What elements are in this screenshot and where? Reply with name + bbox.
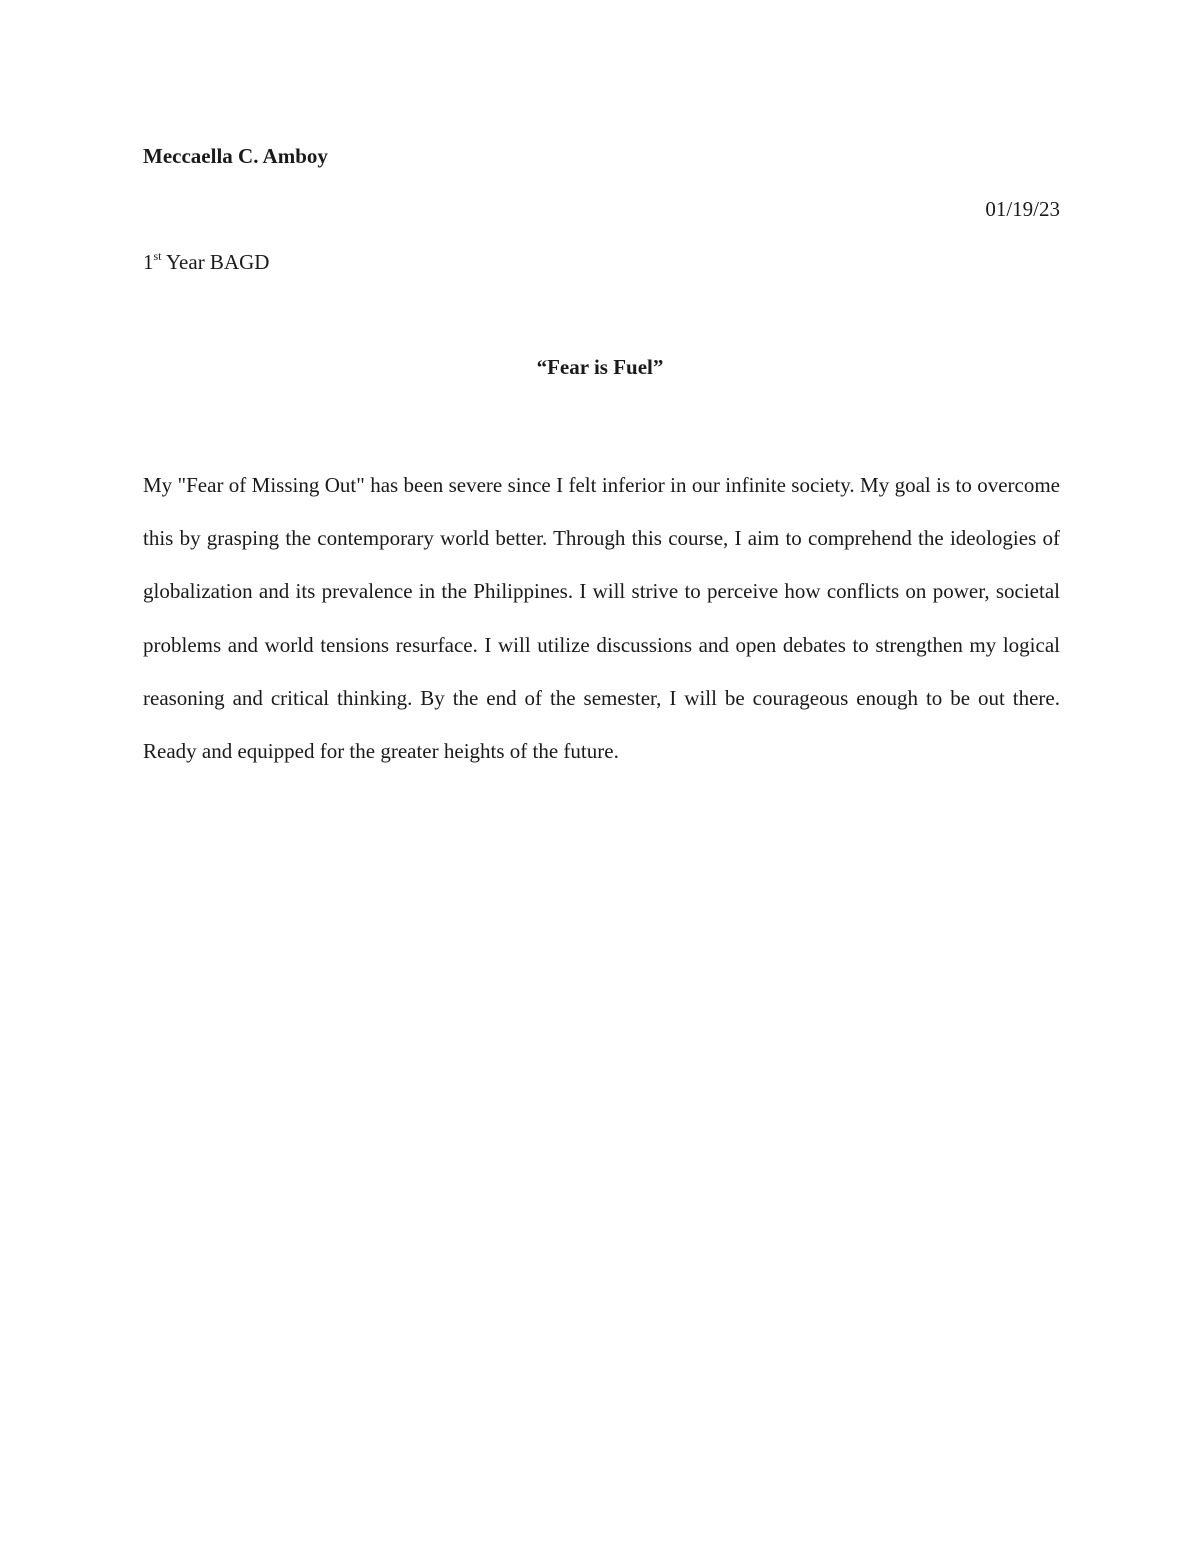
author-name: Meccaella C. Amboy [143,144,328,168]
year-number: 1 [143,250,154,274]
essay-body: My "Fear of Missing Out" has been severe since I felt inferior in our infinite society. My goal is to overcome this by grasping the contemporary world better. Through this course, I aim to comprehend the ideologies of globalization and its prevalence in the Philippines. I will strive to perceive how conflicts on power, societal problems and world tensions resurface. I will utilize discussions and open debates to strengthen my logical reasoning and critical thinking. By the end of the semester, I will be courageous enough to be out there. Ready and equipped for the greater heights of the future. [143,473,1060,764]
year-level [143,248,269,276]
year-program: Year BAGD [161,250,270,274]
year-suffix: st [153,249,162,263]
document-date: 01/19/23 [985,197,1060,221]
essay-title: “Fear is Fuel” [536,355,664,379]
